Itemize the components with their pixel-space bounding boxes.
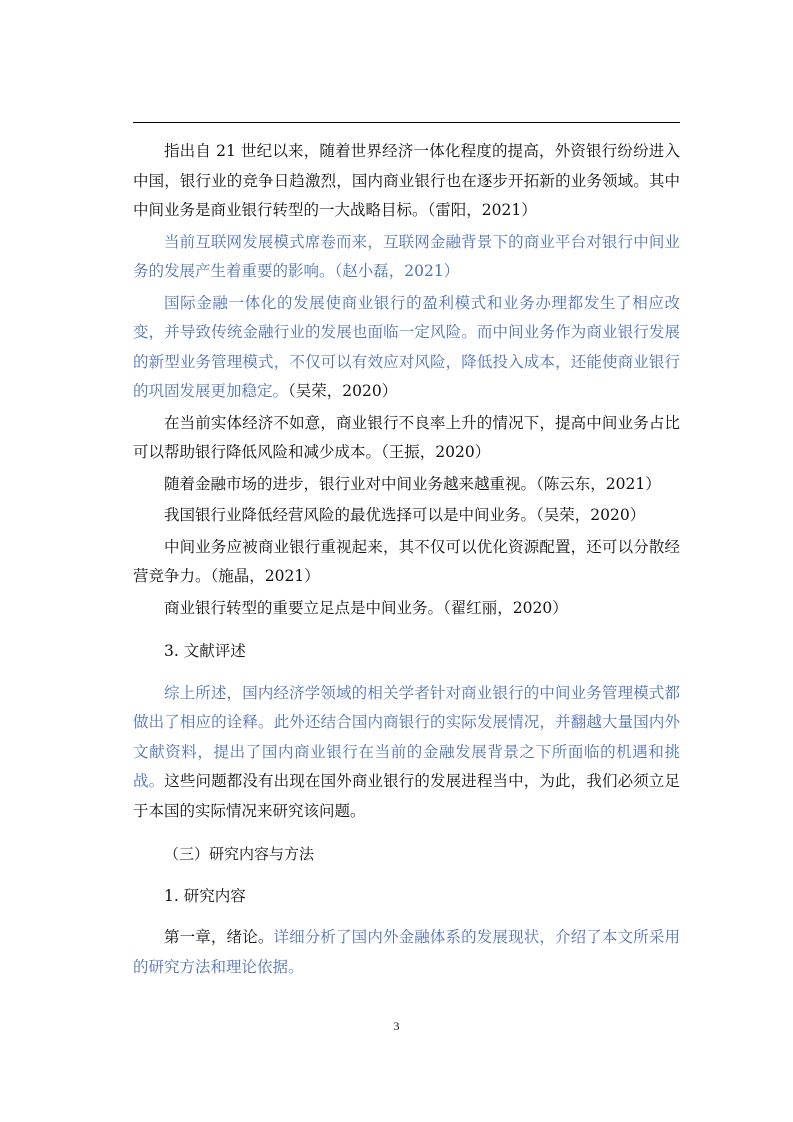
- highlighted-text-segment: 当前互联网发展模式席卷而来，互联网金融背景下的商业平台对银行中间业务的发展产生着重要的影响。（赵小磊，2021）: [133, 232, 680, 280]
- chapter-one-paragraph: [133, 923, 680, 982]
- header-rule: [133, 122, 680, 123]
- text-segment: （吴荣，2020）: [288, 382, 398, 400]
- body-content: [133, 137, 680, 982]
- literature-paragraph: [133, 594, 680, 624]
- text-segment: 第一章，绪论。: [164, 928, 274, 946]
- text-segment: 在当前实体经济不如意，商业银行不良率上升的情况下，提高中间业务占比可以帮助银行降低风险和减少成本。（王振，2020）: [133, 413, 680, 461]
- highlighted-text-segment: 详细分析了国内外金融体系的发展现状，介绍了本文所采用的研究方法和理论依据。: [133, 928, 680, 976]
- text-segment: 我国银行业降低经营风险的最优选择可以是中间业务。（吴荣，2020）: [164, 506, 646, 524]
- heading-research-content-methods: （三）研究内容与方法: [164, 845, 315, 863]
- literature-paragraphs: [133, 137, 680, 623]
- heading-literature-review: 3. 文献评述: [164, 642, 246, 660]
- highlighted-text-segment: 国际金融一体化的发展使商业银行的盈利模式和业务办理都发生了相应改变，并导致传统金融行业的发展也面临一定风险。而中间业务作为商业银行发展的新型业务管理模式，不仅可以有效应对风险，降低投入成本，还能使商业银行的巩固发展更加稳定。: [133, 293, 680, 400]
- literature-paragraph: [133, 228, 680, 287]
- page-number: 3: [393, 1019, 400, 1033]
- highlighted-text-segment: 综上所述，国内经济学领域的相关学者针对商业银行的中间业务管理模式都做出了相应的诠释。此外还结合国内商银行的实际发展情况，并翻越大量国内外文献资料，提出了国内商业银行在当前的金融发展背景之下所面临的机遇和挑战。: [133, 683, 680, 790]
- literature-paragraph: [133, 470, 680, 500]
- heading-research-content: 1. 研究内容: [164, 886, 246, 905]
- text-segment: 这些问题都没有出现在国外商业银行的发展进程当中，为此，我们必须立足于本国的实际情况来研究该问题。: [133, 772, 680, 820]
- text-segment: 商业银行转型的重要立足点是中间业务。（翟红丽，2020）: [164, 598, 568, 617]
- literature-paragraph: [133, 409, 680, 468]
- text-segment: 随着金融市场的进步，银行业对中间业务越来越重视。（陈云东，2021）: [164, 474, 661, 493]
- literature-paragraph: [133, 137, 680, 226]
- text-segment: 中间业务应被商业银行重视起来，其不仅可以优化资源配置，还可以分散经营竞争力。（施晶，2021）: [133, 537, 680, 585]
- literature-paragraph: [133, 501, 680, 531]
- text-segment: 指出自 21 世纪以来，随着世界经济一体化程度的提高，外资银行纷纷进入中国，银行业的竞争日趋激烈，国内商业银行也在逐步开拓新的业务领域。其中中间业务是商业银行转型的一大战略目标。（雷阳，2021）: [133, 142, 680, 219]
- review-paragraph: [133, 679, 680, 827]
- literature-paragraph: [133, 533, 680, 592]
- literature-paragraph: [133, 289, 680, 407]
